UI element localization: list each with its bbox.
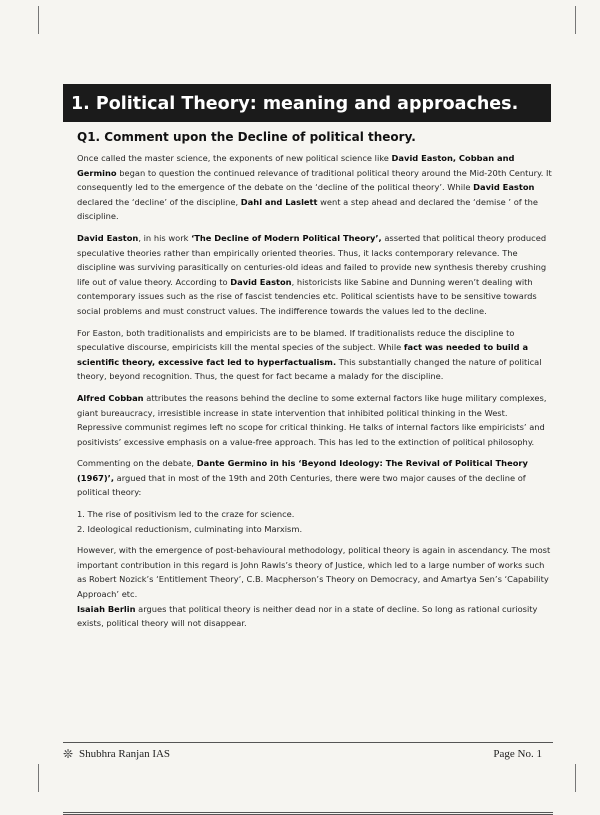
crop-mark-top-right — [575, 6, 576, 34]
paragraph-text: attributes the reasons behind the decline to some external factors like huge military complexes, giant bureaucracy, irresistible increase in state intervention that inhibited political thinking in the West. Repressive communist regimes left no scope for critical thinking. He talks of internal factors like empiricists’ and positivists’ excessive emphasis on a value-free approach. This has led to the extinction of political philosophy. — [77, 392, 547, 447]
crop-mark-bottom-left — [38, 764, 39, 792]
bold-text: David Easton, Cobban and Germino — [77, 153, 515, 178]
paragraph-text: declared the ‘decline’ of the discipline, — [77, 196, 241, 207]
chapter-title: 1. Political Theory: meaning and approaches. — [71, 94, 519, 114]
chapter-title-bar — [63, 84, 551, 122]
paragraph-3 — [77, 326, 553, 384]
paragraph-text: This substantially changed the nature of political theory, beyond recognition. Thus, the quest for fact became a malady for the discipline. — [77, 356, 542, 382]
bold-text: Isaiah Berlin — [77, 603, 136, 614]
paragraph-text: Once called the master science, the exponents of new political science like — [77, 153, 392, 163]
bold-text: David Easton — [77, 232, 139, 243]
list-item: 1. The rise of positivism led to the craze for science. — [77, 509, 295, 520]
footer-brand: Shubhra Ranjan IAS — [79, 748, 171, 760]
bold-text: Alfred Cobban — [77, 392, 144, 403]
list-item: 2. Ideological reductionism, culminating into Marxism. — [77, 523, 303, 534]
bold-text: fact was needed to build a scientific theory, excessive fact led to hyperfactualism. — [77, 342, 529, 367]
paragraph-text: For Easton, both traditionalists and empiricists are to be blamed. If traditionalists reduce the discipline to speculative discourse, empiricists kill the mental species of the subject. While — [77, 327, 515, 353]
paragraph-1 — [77, 151, 553, 224]
crop-mark-top-left — [38, 6, 39, 34]
bold-text: Dahl and Laslett — [240, 196, 318, 207]
shubhra-ranjan-logo-icon: ❊ — [63, 747, 74, 761]
page-number: Page No. 1 — [493, 748, 542, 760]
causes-list — [77, 507, 553, 536]
crop-mark-bottom-right — [575, 764, 576, 792]
paragraph-7 — [77, 602, 553, 631]
question-heading: Q1. Comment upon the Decline of political theory. — [77, 130, 416, 144]
bold-text: David Easton — [473, 182, 535, 193]
bold-text: ‘The Decline of Modern Political Theory’, — [191, 232, 382, 243]
paragraph-4 — [77, 391, 553, 449]
paragraph-6 — [77, 543, 553, 601]
bold-text: Dante Germino in his ‘Beyond Ideology: The Revival of Political Theory (1967)’, — [77, 458, 528, 483]
bold-text: David Easton — [230, 276, 292, 287]
paragraph-text: argues that political theory is neither dead nor in a state of decline. So long as rational curiosity exists, political theory will not disappear. — [77, 603, 538, 629]
paragraph-text: began to question the continued relevance of traditional political theory around the Mid-20th Century. It consequently led to the emergence of the debate on the ‘decline of the political theory’. While — [77, 167, 552, 193]
paragraph-5 — [77, 456, 553, 500]
footer-rule-visible — [63, 742, 553, 743]
paragraph-text: Commenting on the debate, — [77, 458, 197, 469]
paragraph-text: went a step ahead and declared the ‘demise ’ of the discipline. — [77, 196, 538, 222]
paragraph-text: argued that in most of the 19th and 20th Centuries, there were two major causes of the decline of political theory: — [77, 472, 526, 498]
paragraph-text: However, with the emergence of post-behavioural methodology, political theory is again in ascendancy. The most important contribution in this regard is John Rawls’s theory of Justice, which led to a large number of works such as Robert Nozick’s ‘Entitlement Theory’, C.B. Macpherson’s Theory on Democracy, and Amartya Sen’s ‘Capability Approach’ etc. — [77, 545, 551, 600]
paragraph-text: , historicists like Sabine and Dunning weren’t dealing with contemporary issues such as the rise of fascist tendencies etc. Political scientists have to be sensitive towards social problems and must construct values. The indifference towards the values led to the decline. — [77, 276, 537, 316]
answer-body — [77, 151, 553, 638]
paragraph-2 — [77, 231, 553, 319]
paragraph-text: , in his work — [138, 232, 192, 243]
paragraph-text: asserted that political theory produced speculative theories rather than empirically oriented theories. Thus, it lacks contemporary relevance. The discipline was surviving parasitically on centuries-old ideas and failed to provide new synthesis thereby crushing life out of value theory. According to — [77, 232, 547, 287]
